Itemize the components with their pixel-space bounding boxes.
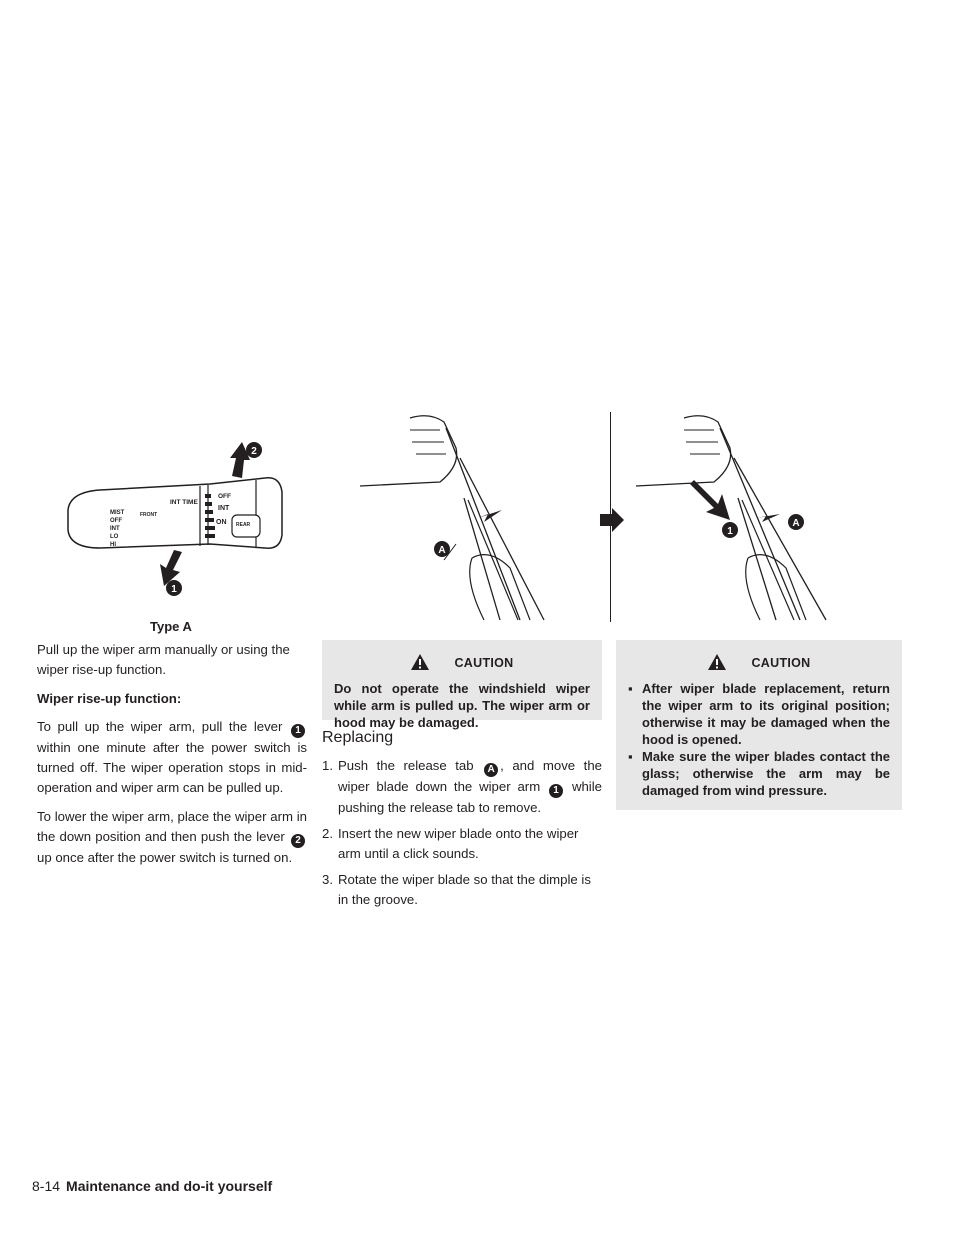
callout-a-label: A [792, 518, 800, 529]
step-item [322, 870, 602, 910]
callout-2-badge: 2 [291, 834, 305, 848]
wiper-lever-illustration [60, 430, 310, 610]
step-text: Insert the new wiper blade onto the wiper arm until a click sounds. [338, 826, 579, 861]
paragraph-text: To lower the wiper arm, place the wiper arm in the down position and then push the lever [37, 809, 307, 844]
step-item [322, 824, 602, 864]
section-heading: Wiper rise-up function: [37, 691, 182, 706]
steps-list [322, 756, 602, 910]
column-1 [37, 640, 307, 877]
page-footer [32, 1178, 272, 1194]
caution-item [628, 748, 890, 799]
caution-box-1 [322, 640, 602, 730]
caution-title-text: CAUTION [454, 656, 514, 670]
lever-label-int-time: INT TIME [170, 499, 198, 506]
paragraph-text: To pull up the wiper arm, pull the lever [37, 719, 283, 734]
step-text: while pushing the release tab to remove. [338, 779, 603, 815]
paragraph-lower [37, 807, 307, 868]
callout-1-badge: 1 [291, 724, 305, 738]
caution-title [628, 650, 890, 676]
lever-label-rear-int: INT [218, 505, 230, 512]
lever-label-rear-off: OFF [218, 493, 231, 500]
lever-label-off: OFF [110, 518, 122, 524]
section-title-replacing: Replacing [322, 729, 394, 746]
warning-icon [410, 653, 430, 671]
caution-item [628, 680, 890, 748]
process-arrow-icon [600, 508, 624, 537]
chapter-title: Maintenance and do-it yourself [66, 1178, 273, 1194]
callout-2-label: 2 [251, 446, 257, 457]
caution-list [628, 680, 890, 799]
caution-box-2 [616, 640, 902, 810]
blade-slide-illustration [630, 408, 880, 623]
lever-label-mist: MIST [110, 510, 125, 516]
caution-title-text: CAUTION [751, 656, 811, 670]
caution-text: Do not operate the windshield wiper while arm is pulled up. The wiper arm or hood may be damaged. [334, 681, 590, 730]
lever-label-front: FRONT [140, 512, 158, 518]
callout-1-label: 1 [171, 584, 177, 595]
page-number: 8-14 [32, 1178, 61, 1194]
intro-paragraph: Pull up the wiper arm manually or using the wiper rise-up function. [37, 642, 290, 677]
caution-item-text: After wiper blade replacement, return the wiper arm to its original position; otherwise it may be damaged when the hood is opened. [642, 681, 890, 747]
callout-a-label: A [438, 545, 446, 556]
step-number: 2. [322, 826, 333, 841]
figure-blade-slide [630, 408, 880, 623]
step-number: 1. [322, 758, 333, 773]
paragraph-text: up once after the power switch is turned on. [37, 850, 293, 865]
figure-wiper-lever [60, 430, 310, 610]
slide-arrow-icon [690, 480, 730, 520]
lever-label-int: INT [110, 526, 120, 532]
figure-caption: Type A [150, 619, 192, 634]
step-text: Rotate the wiper blade so that the dimple is in the groove. [338, 872, 591, 907]
column-2 [322, 726, 602, 916]
paragraph-pull-up [37, 717, 307, 798]
step-item [322, 756, 602, 818]
lever-label-hi: HI [110, 542, 116, 548]
step-text: , and move the wiper blade down the wiper arm [338, 758, 602, 794]
callout-1-badge: 1 [549, 784, 563, 798]
lever-label-rear: REAR [236, 522, 251, 528]
wiper-release-illustration [360, 408, 605, 623]
figure-wiper-release [360, 408, 605, 623]
callout-1-label: 1 [727, 526, 733, 537]
paragraph-text: within one minute after the power switch is turned off. The wiper operation stops in mid-operation and wiper arm can be pulled up. [37, 740, 307, 795]
callout-a-badge: A [484, 763, 498, 777]
bullet: ▪ [628, 681, 633, 696]
step-text: Push the release tab [338, 758, 474, 773]
lever-label-lo: LO [110, 534, 119, 540]
warning-icon [707, 653, 727, 671]
caution-item-text: Make sure the wiper blades contact the glass; otherwise the arm may be damaged from wind pressure. [642, 749, 890, 798]
lever-label-on: ON [216, 519, 227, 526]
caution-title [334, 650, 590, 676]
bullet: ▪ [628, 749, 633, 764]
step-number: 3. [322, 872, 333, 887]
